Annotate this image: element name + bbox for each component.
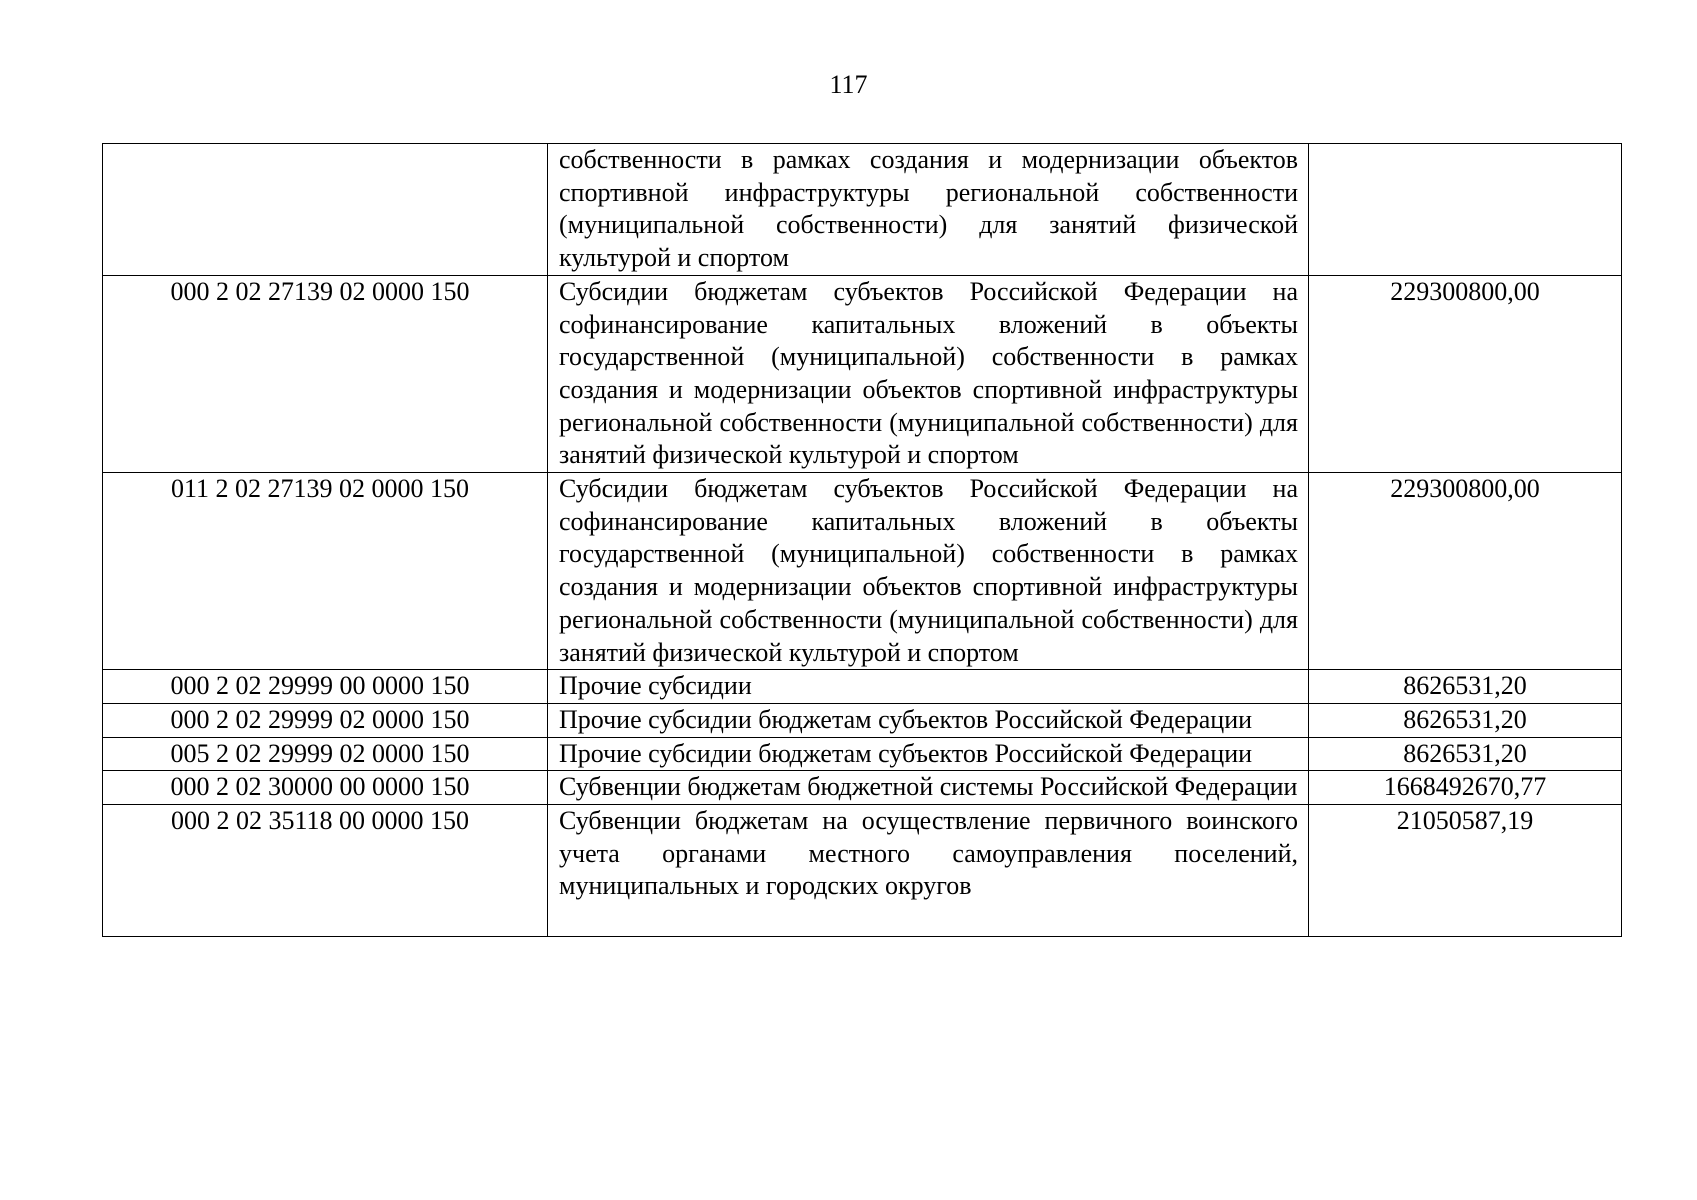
revenue-code-cell: 000 2 02 27139 02 0000 150: [103, 275, 548, 472]
revenue-code-cell: 000 2 02 35118 00 0000 150: [103, 805, 548, 937]
revenue-description-cell: Субсидии бюджетам субъектов Российской Федерации на софинансирование капитальных вложений в объекты государственной (муниципальной) собственности в рамках создания и модернизации объектов спортивной инфраструктуры региональной собственности (муниципальной собственности) для занятий физической культурой и спортом: [548, 473, 1309, 670]
table-row: [103, 805, 1622, 937]
revenue-amount-cell: 8626531,20: [1309, 670, 1622, 704]
revenue-code-cell: [103, 144, 548, 276]
revenue-amount-cell: 229300800,00: [1309, 275, 1622, 472]
revenue-amount-cell: [1309, 144, 1622, 276]
revenue-code-cell: 000 2 02 29999 00 0000 150: [103, 670, 548, 704]
table-row: [103, 703, 1622, 737]
table-row: [103, 275, 1622, 472]
table-row: [103, 737, 1622, 771]
revenue-amount-cell: 8626531,20: [1309, 737, 1622, 771]
revenue-description-cell: Прочие субсидии: [548, 670, 1309, 704]
revenue-description-cell: Прочие субсидии бюджетам субъектов Российской Федерации: [548, 737, 1309, 771]
revenue-description-cell: Субвенции бюджетам на осуществление первичного воинского учета органами местного самоуправления поселений, муниципальных и городских округов: [548, 805, 1309, 937]
revenue-amount-cell: 8626531,20: [1309, 703, 1622, 737]
revenue-code-cell: 011 2 02 27139 02 0000 150: [103, 473, 548, 670]
budget-revenue-table: [102, 143, 1622, 937]
revenue-code-cell: 000 2 02 29999 02 0000 150: [103, 703, 548, 737]
revenue-description-cell: Субсидии бюджетам субъектов Российской Федерации на софинансирование капитальных вложений в объекты государственной (муниципальной) собственности в рамках создания и модернизации объектов спортивной инфраструктуры региональной собственности (муниципальной собственности) для занятий физической культурой и спортом: [548, 275, 1309, 472]
revenue-amount-cell: 21050587,19: [1309, 805, 1622, 937]
table-row: [103, 144, 1622, 276]
revenue-description-cell: Субвенции бюджетам бюджетной системы Российской Федерации: [548, 771, 1309, 805]
revenue-code-cell: 005 2 02 29999 02 0000 150: [103, 737, 548, 771]
revenue-code-cell: 000 2 02 30000 00 0000 150: [103, 771, 548, 805]
revenue-description-cell: Прочие субсидии бюджетам субъектов Российской Федерации: [548, 703, 1309, 737]
table-row: [103, 473, 1622, 670]
table-row: [103, 670, 1622, 704]
revenue-amount-cell: 1668492670,77: [1309, 771, 1622, 805]
revenue-description-cell: собственности в рамках создания и модернизации объектов спортивной инфраструктуры региональной собственности (муниципальной собственности) для занятий физической культурой и спортом: [548, 144, 1309, 276]
table-row: [103, 771, 1622, 805]
revenue-amount-cell: 229300800,00: [1309, 473, 1622, 670]
page-number: 117: [829, 70, 868, 99]
